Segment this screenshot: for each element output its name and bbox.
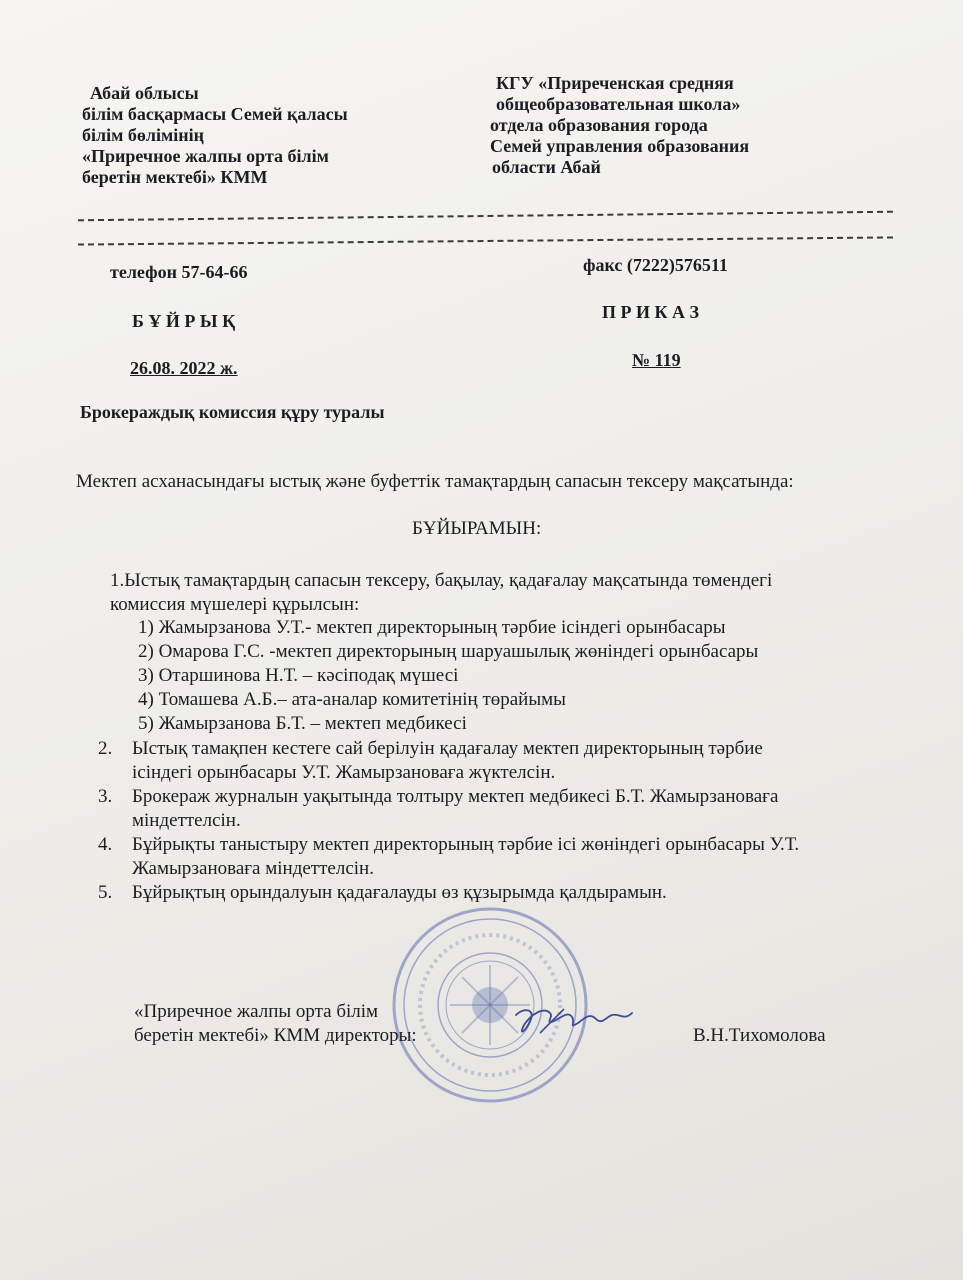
command-word: БҰЙЫРАМЫН: [412,518,542,539]
order-title-kz: Б Ұ Й Р Ы Қ [132,311,236,331]
signature-org [134,1000,417,1048]
signature-name: В.Н.Тихомолова [693,1025,826,1046]
signature-org-line: «Приречное жалпы орта білім [134,1001,379,1022]
item-number: 4. [98,834,113,855]
list-item [98,833,928,881]
header-left-line: Абай облысы [90,83,199,103]
order-date: 26.08. 2022 ж. [130,358,238,378]
order-number: № 119 [632,350,681,370]
numbered-items [98,737,928,905]
signature-icon [510,1003,640,1043]
list-item: 5) Жамырзанова Б.Т. – мектеп медбикесі [138,713,467,734]
header-left-line: білім бөлімінің [82,125,204,145]
list-item: 3) Отаршинова Н.Т. – кәсіподақ мүшесі [138,665,459,686]
header-left [82,83,348,188]
order-subject: Брокераждық комиссия құру туралы [80,402,385,422]
item-line: Бұйрықты таныстыру мектеп директорының тәрбие ісі жөніндегі орынбасары У.Т. [132,834,800,855]
item-line: ісіндегі орынбасары У.Т. Жамырзановаға жүктелсін. [132,762,556,783]
preamble: Мектеп асханасындағы ыстық және буфеттік тамақтардың сапасын тексеру мақсатында: [76,471,794,492]
separator-line [78,211,893,222]
header-right-line: общеобразовательная школа» [496,94,741,114]
header-left-line: білім басқармасы Семей қаласы [82,104,348,124]
item-line: Бұйрықтың орындалуын қадағалауды өз құзырымда қалдырамын. [132,882,667,903]
separator-line [78,236,893,245]
header-right-line: КГУ «Приреченская средняя [496,73,734,93]
header-right [490,73,749,178]
header-left-line: беретін мектебі» КММ [82,167,268,187]
item-1-line: комиссия мүшелері құрылсын: [110,594,360,615]
item-number: 3. [98,786,113,807]
members-list [138,616,758,736]
item-number: 5. [98,882,113,903]
header-right-line: области Абай [492,157,601,177]
fax: факс (7222)576511 [583,255,728,275]
header-right-line: отдела образования города [490,115,708,135]
list-item: 4) Томашева А.Б.– ата-аналар комитетінің төрайымы [138,689,566,710]
list-item: 1) Жамырзанова У.Т.- мектеп директорының тәрбие ісіндегі орынбасары [138,617,726,638]
item-number: 2. [98,738,113,759]
signature-org-line: беретін мектебі» КММ директоры: [134,1025,417,1046]
list-item: 2) Омарова Г.С. -мектеп директорының шаруашылық жөніндегі орынбасары [138,641,759,662]
item-line: Брокераж журналын уақытында толтыру мектеп медбикесі Б.Т. Жамырзановаға [132,786,779,807]
list-item [98,737,928,785]
item-line: міндеттелсін. [132,810,241,831]
item-line: Ыстық тамақпен кестеге сай берілуін қадағалау мектеп директорының тәрбие [132,738,763,759]
item-1-line: 1.Ыстық тамақтардың сапасын тексеру, бақылау, қадағалау мақсатында төмендегі [110,570,773,591]
item-1 [110,569,920,617]
list-item [98,785,928,833]
header-left-line: «Приречное жалпы орта білім [82,146,329,166]
item-line: Жамырзановаға міндеттелсін. [132,858,374,879]
list-item [98,881,928,905]
order-title-ru: П Р И К А З [602,302,700,322]
header-right-line: Семей управления образования [490,136,750,156]
phone: телефон 57-64-66 [110,262,248,282]
